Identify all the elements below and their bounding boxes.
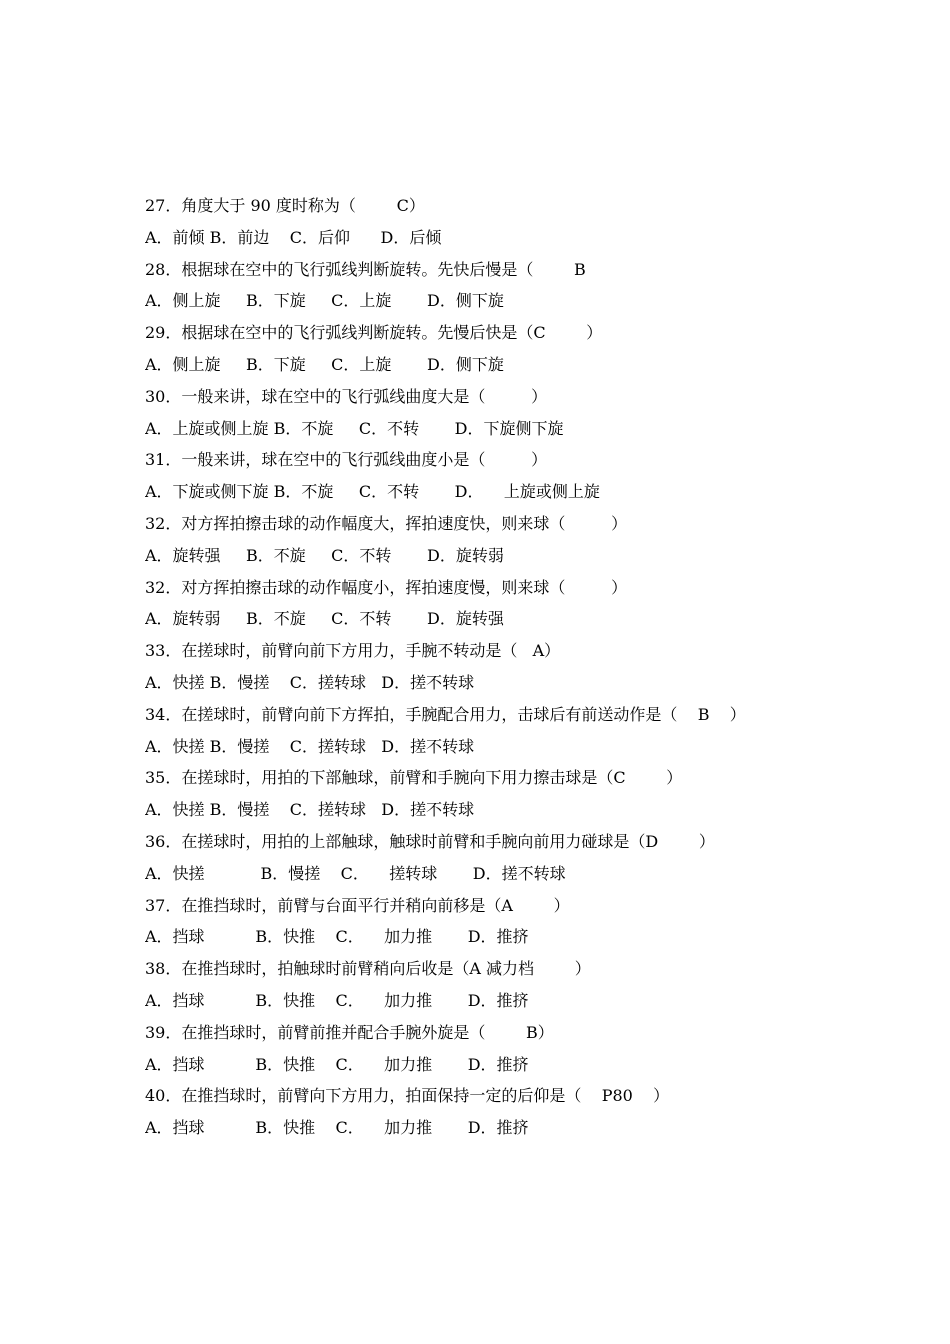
options-34: A．快搓 B．慢搓 C．搓转球 D．搓不转球	[145, 736, 475, 756]
question-32b: 32．对方挥拍擦击球的动作幅度小，挥拍速度慢，则来球（ ）	[145, 577, 628, 597]
options-40: A．挡球 B．快推 C． 加力推 D．推挤	[145, 1118, 529, 1138]
options-38: A．挡球 B．快推 C． 加力推 D．推挤	[145, 990, 529, 1010]
question-33: 33．在搓球时，前臂向前下方用力，手腕不转动是（ A）	[145, 641, 561, 661]
question-29: 29．根据球在空中的飞行弧线判断旋转。先慢后快是（C ）	[145, 323, 603, 343]
question-37: 37．在推挡球时，前臂与台面平行并稍向前移是（A ）	[145, 895, 570, 915]
options-31: A．下旋或侧下旋 B．不旋 C．不转 D． 上旋或侧上旋	[145, 482, 600, 502]
question-32a: 32．对方挥拍擦击球的动作幅度大，挥拍速度快，则来球（ ）	[145, 513, 628, 533]
question-31: 31．一般来讲，球在空中的飞行弧线曲度小是（ ）	[145, 450, 548, 470]
options-33: A．快搓 B．慢搓 C．搓转球 D．搓不转球	[145, 672, 475, 692]
question-34: 34．在搓球时，前臂向前下方挥拍，手腕配合用力，击球后有前送动作是（ B ）	[145, 704, 746, 724]
options-39: A．挡球 B．快推 C． 加力推 D．推挤	[145, 1054, 529, 1074]
question-38: 38．在推挡球时，拍触球时前臂稍向后收是（A 减力档 ）	[145, 959, 591, 979]
options-35: A．快搓 B．慢搓 C．搓转球 D．搓不转球	[145, 800, 475, 820]
options-32b: A．旋转弱 B．不旋 C．不转 D．旋转强	[145, 609, 504, 629]
question-36: 36．在搓球时，用拍的上部触球，触球时前臂和手腕向前用力碰球是（D ）	[145, 831, 715, 851]
options-29: A．侧上旋 B．下旋 C．上旋 D．侧下旋	[145, 354, 504, 374]
options-27: A．前倾 B．前边 C．后仰 D．后倾	[145, 227, 442, 247]
options-32a: A．旋转强 B．不旋 C．不转 D．旋转弱	[145, 545, 504, 565]
question-27: 27．角度大于 90 度时称为（ C）	[145, 196, 425, 215]
options-30: A．上旋或侧上旋 B．不旋 C．不转 D．下旋侧下旋	[145, 418, 564, 438]
options-36: A．快搓 B．慢搓 C． 搓转球 D．搓不转球	[145, 863, 566, 883]
question-30: 30．一般来讲，球在空中的飞行弧线曲度大是（ ）	[145, 386, 548, 406]
options-28: A．侧上旋 B．下旋 C．上旋 D．侧下旋	[145, 291, 504, 311]
question-28: 28．根据球在空中的飞行弧线判断旋转。先快后慢是（ B	[145, 259, 586, 279]
question-list	[145, 190, 845, 1144]
question-35: 35．在搓球时，用拍的下部触球，前臂和手腕向下用力擦击球是（C ）	[145, 768, 683, 788]
question-40: 40．在推挡球时，前臂向下方用力，拍面保持一定的后仰是（ P80 ）	[145, 1086, 670, 1106]
options-37: A．挡球 B．快推 C． 加力推 D．推挤	[145, 927, 529, 947]
question-39: 39．在推挡球时，前臂前推并配合手腕外旋是（ B）	[145, 1022, 554, 1042]
